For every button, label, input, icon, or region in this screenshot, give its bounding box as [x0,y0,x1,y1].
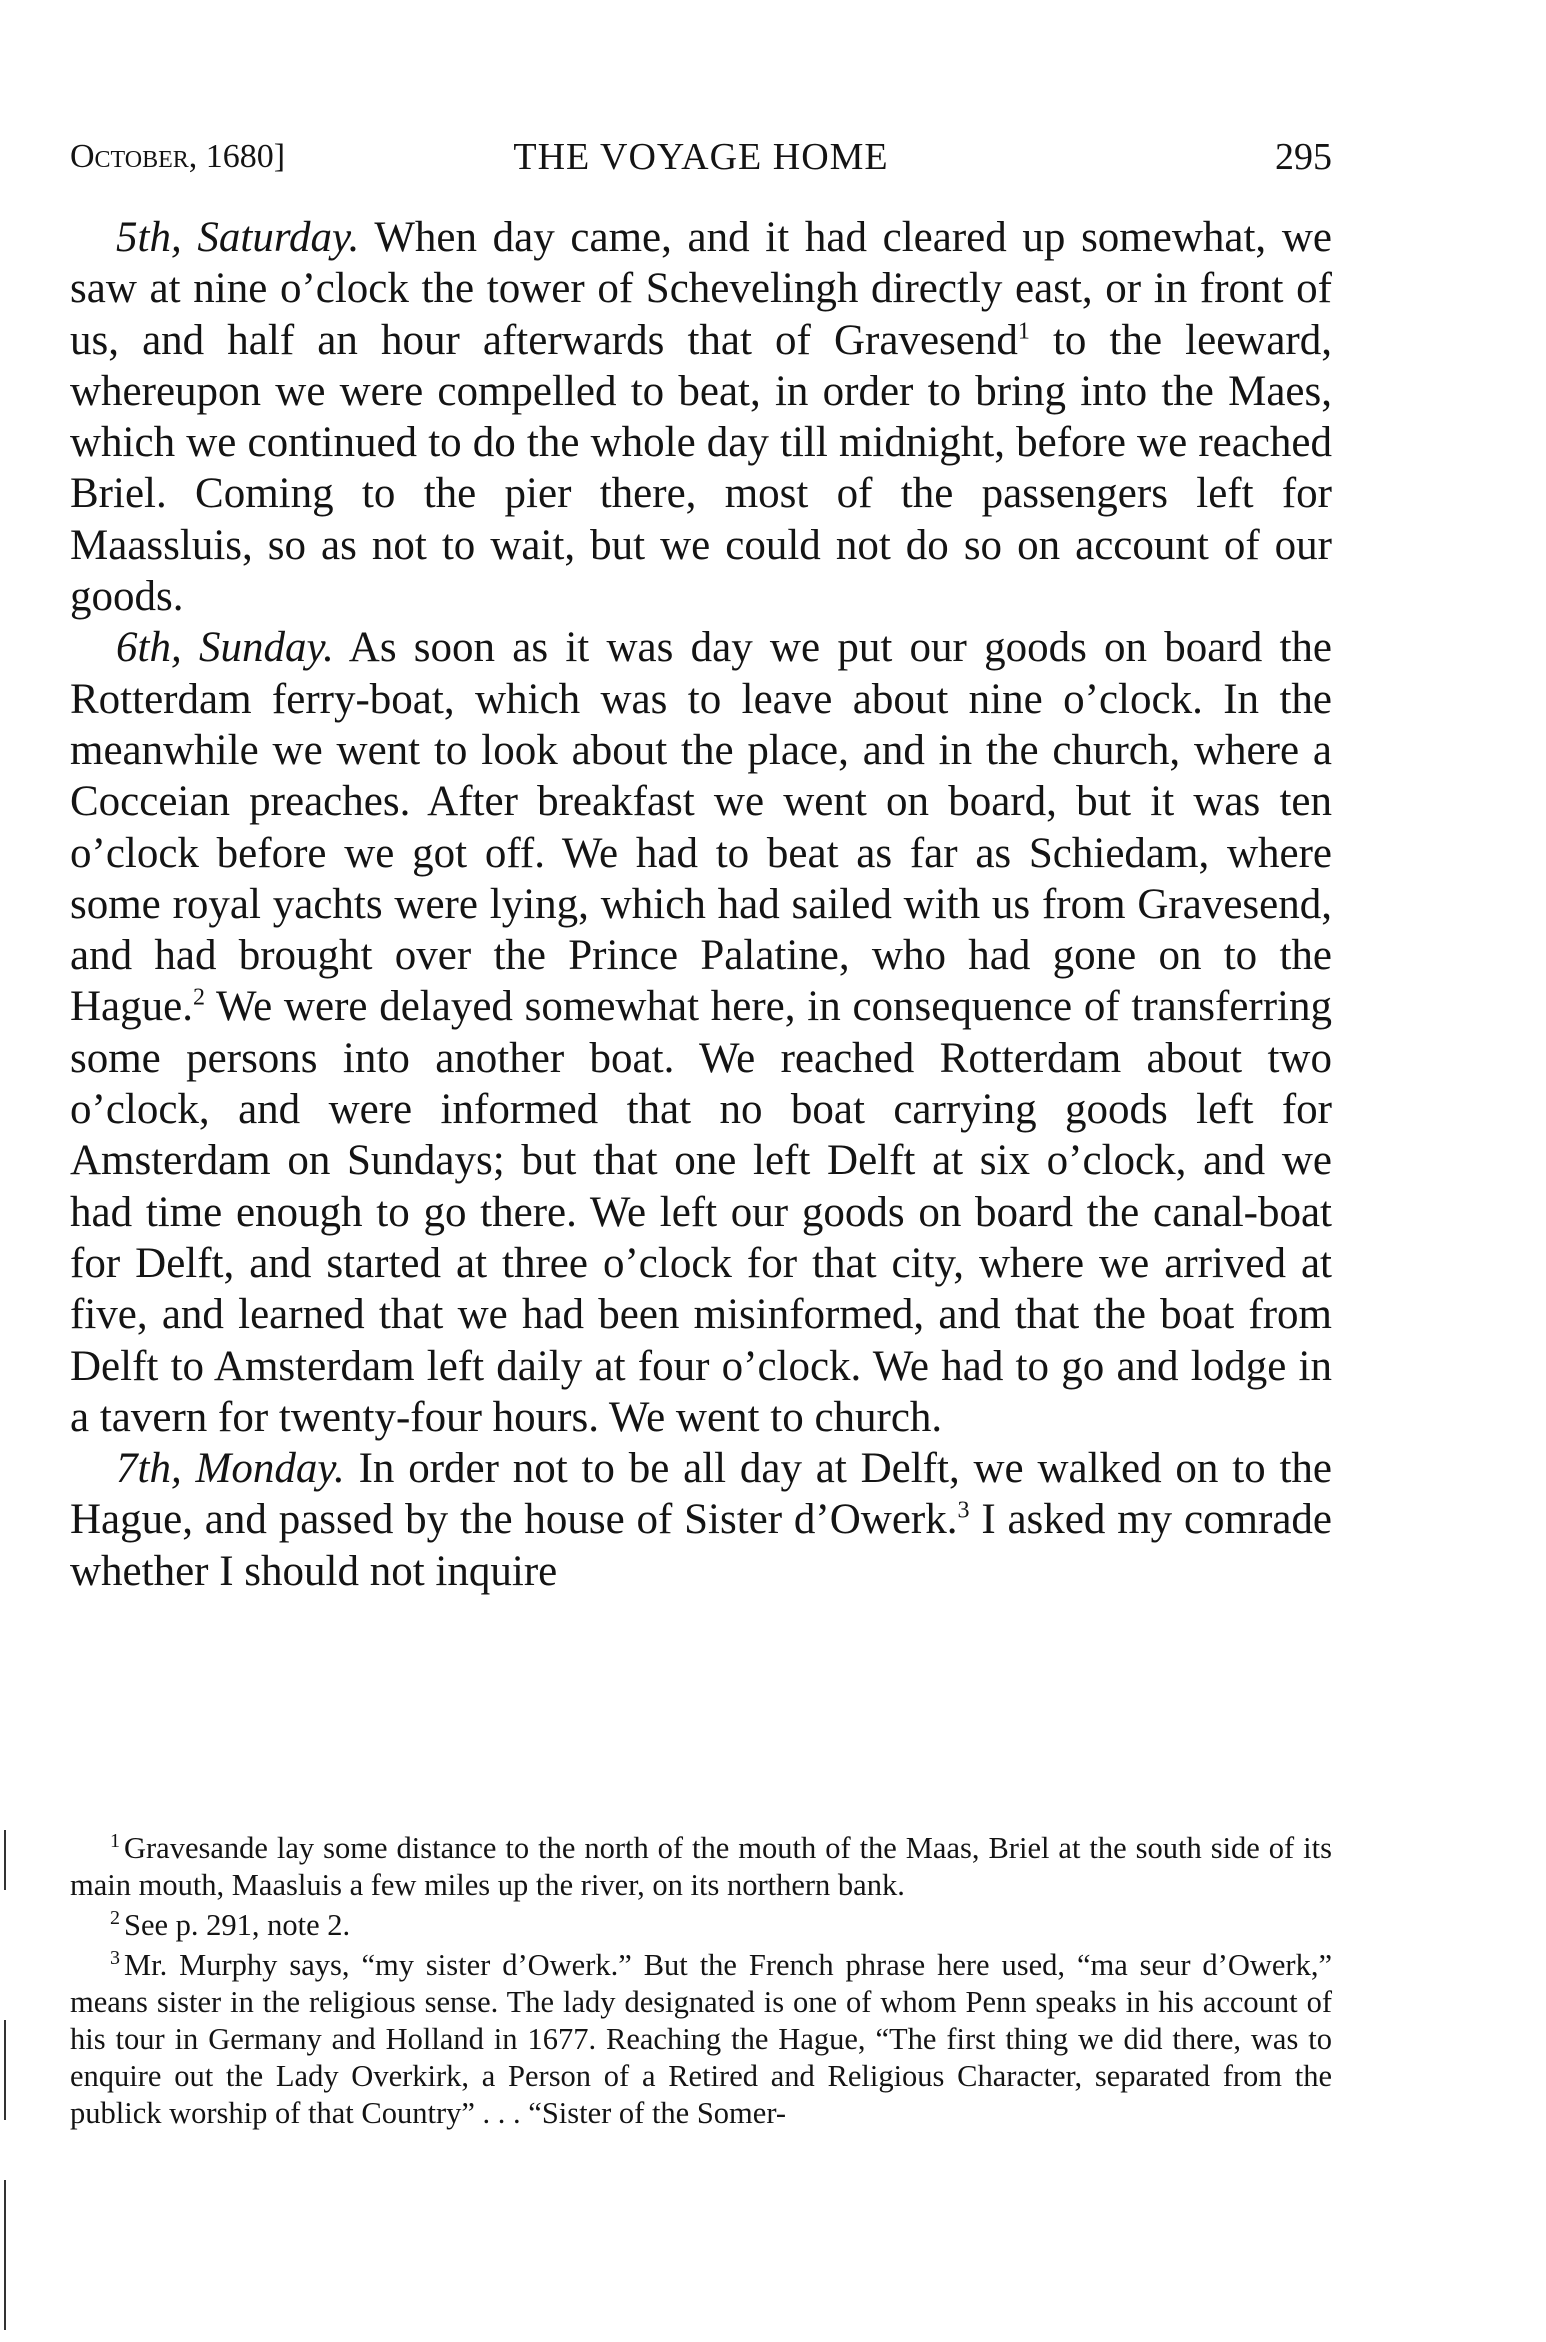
entry-date: 7th, Monday. [116,1445,345,1493]
running-head-title: THE VOYAGE HOME [513,136,889,178]
entry-paragraph [70,212,1332,622]
entry-date: 5th, Saturday. [116,214,360,261]
entry-text: to the leeward, whereupon we were compelled to beat, in order to bring into the Maes, which we continued to do the whole day till midnight, before we reached Briel. Coming to the pier there, most of the passengers left for Maassluis, so as not to wait, but we could not do so on account of our goods. [70,316,1333,621]
footnote [70,1830,1332,1904]
footnote-ref[interactable]: 2 [192,985,205,1012]
entry-text: We were delayed somewhat here, in consequence of transferring some persons into another boat. We reached Rotterdam about two o’clock, and were informed that no boat carrying goods left for Amsterdam on Sundays; but that one left Delft at six o’clock, and we had time enough to go there. We left our goods on board the canal-boat for Delft, and started at three o’clock for that city, where we arrived at five, and learned that we had been misinformed, and that the boat from Delft to Amsterdam left daily at four o’clock. We had to go and lodge in a tavern for twenty-four hours. We went to church. [70,983,1332,1441]
footnote-text: See p. 291, note 2. [124,1908,351,1942]
entry-paragraph [70,622,1332,1443]
margin-rule [4,2180,6,2330]
entry-paragraph [70,1443,1332,1597]
entry-text: I asked my comrade whether I should not inquire [70,1496,1332,1595]
running-head-date: October, 1680] [70,138,286,175]
entry-date: 6th, Sunday. [116,624,334,672]
footnote-text: Gravesande lay some distance to the north of the mouth of the Maas, Briel at the south side of its main mouth, Maasluis a few miles up the river, on its northern bank. [70,1831,1332,1902]
entry-text: When day came, and it had cleared up somewhat, we saw at nine o’clock the tower of Schevelingh directly east, or in front of us, and half an hour afterwards that of Gravesend [70,214,1332,364]
footnotes [70,1830,1332,2135]
journal-body [70,212,1332,1597]
footnote-ref[interactable]: 1 [1017,318,1030,345]
entry-text: In order not to be all day at Delft, we walked on to the Hague, and passed by the house of Sister d’Owerk. [70,1445,1332,1544]
footnote [70,1947,1332,2132]
footnote-mark: 1 [110,1829,120,1852]
footnote [70,1907,1332,1944]
margin-rule [4,1830,6,1890]
footnote-ref[interactable]: 3 [957,1498,970,1525]
footnote-mark: 3 [110,1946,120,1969]
footnote-mark: 2 [110,1906,120,1929]
page-number: 295 [1275,136,1332,178]
margin-rule [4,2020,6,2120]
running-head [70,132,1332,182]
entry-text: As soon as it was day we put our goods on board the Rotterdam ferry-boat, which was to leave about nine o’clock. In the meanwhile we went to look about the place, and in the church, where a Cocceian preaches. After breakfast we went on board, but it was ten o’clock before we got off. We had to beat as far as Schiedam, where some royal yachts were lying, which had sailed with us from Gravesend, and had brought over the Prince Palatine, who had gone on to the Hague. [70,624,1332,1031]
footnote-text: Mr. Murphy says, “my sister d’Owerk.” But the French phrase here used, “ma seur d’Owerk,” means sister in the religious sense. The lady designated is one of whom Penn speaks in his account of his tour in Germany and Holland in 1677. Reaching the Hague, “The first thing we did there, was to enquire out the Lady Overkirk, a Person of a Retired and Religious Character, separated from the publick worship of that Country” . . . “Sister of the Somer- [70,1948,1332,2130]
